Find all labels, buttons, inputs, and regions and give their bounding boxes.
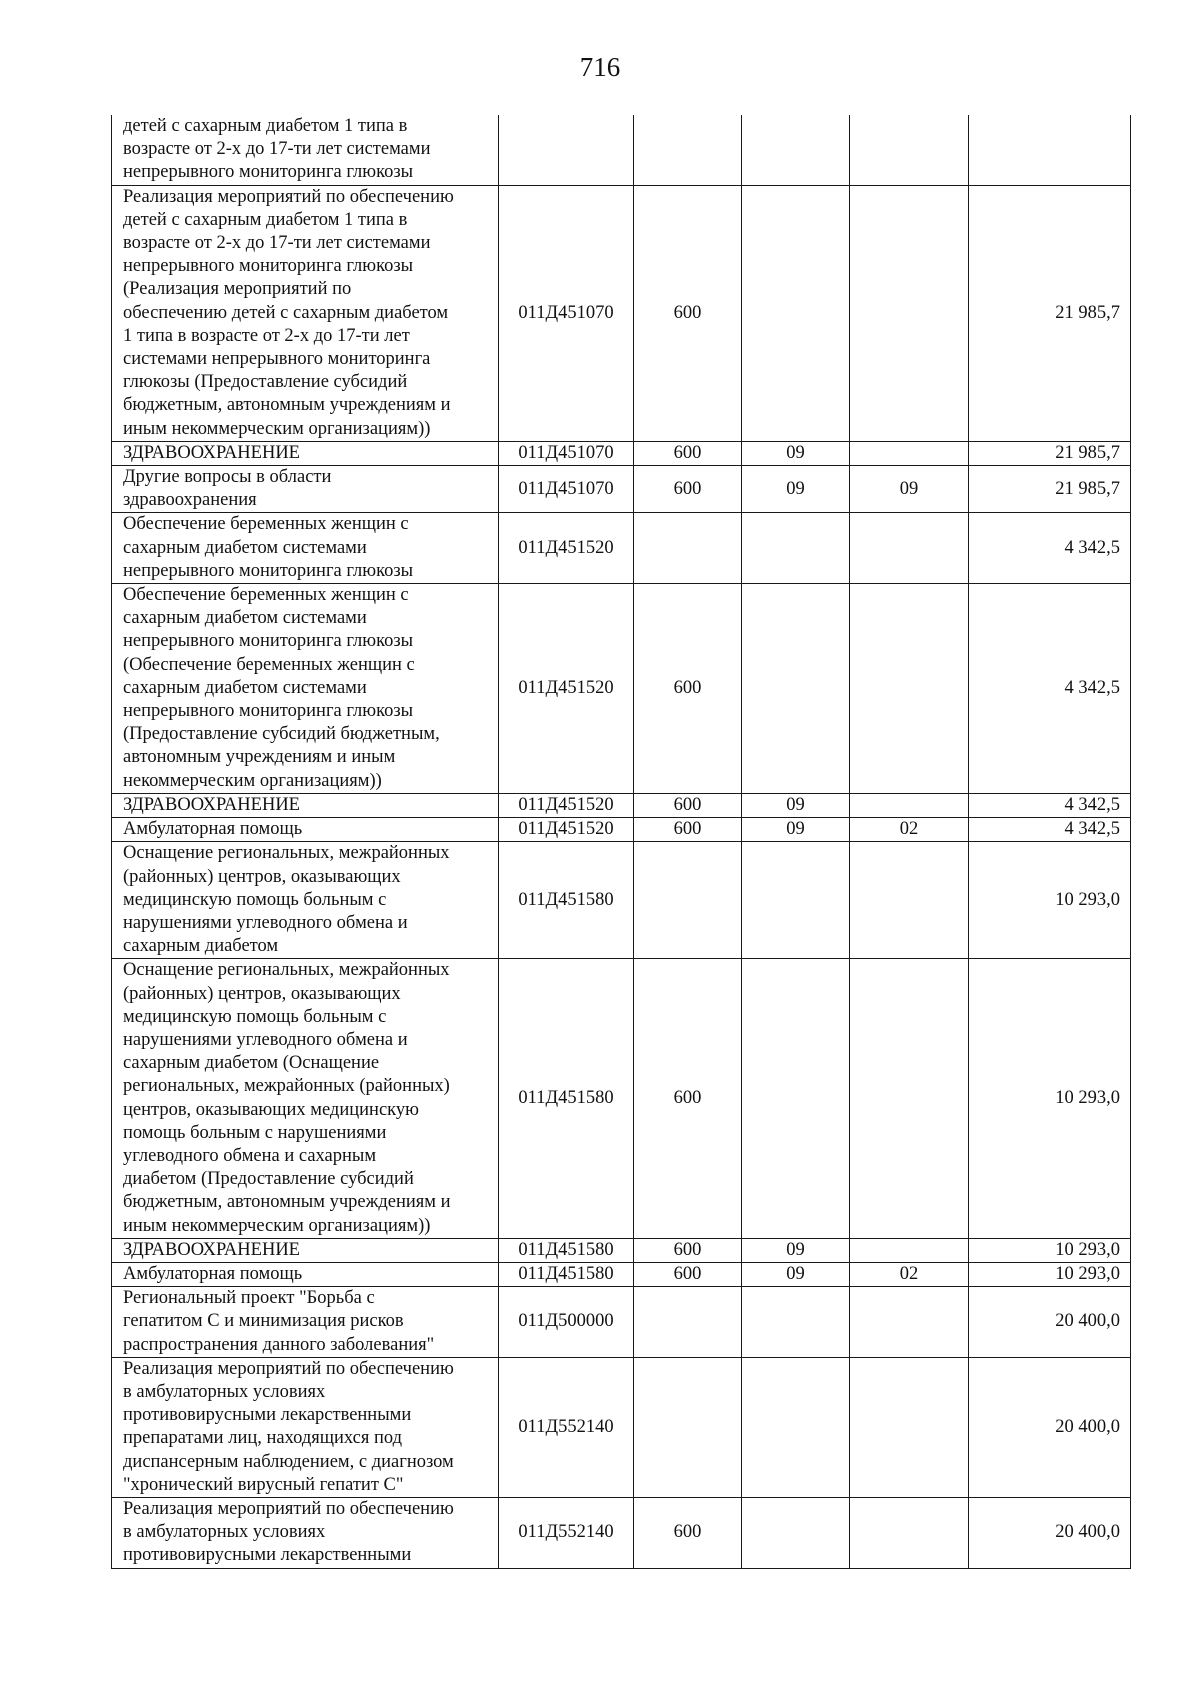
row-subsection bbox=[850, 1238, 969, 1262]
row-amount: 10 293,0 bbox=[969, 1262, 1131, 1286]
row-section bbox=[742, 842, 850, 959]
row-description: Амбулаторная помощь bbox=[112, 1262, 499, 1286]
row-section bbox=[742, 584, 850, 794]
row-target-code: 011Д451070 bbox=[499, 441, 634, 465]
row-subsection bbox=[850, 1497, 969, 1568]
row-target-code: 011Д451580 bbox=[499, 959, 634, 1238]
row-section: 09 bbox=[742, 1238, 850, 1262]
row-subsection bbox=[850, 441, 969, 465]
table-row bbox=[112, 584, 1131, 794]
row-target-code: 011Д451580 bbox=[499, 842, 634, 959]
row-subsection bbox=[850, 513, 969, 584]
row-section bbox=[742, 513, 850, 584]
row-subsection bbox=[850, 115, 969, 185]
row-amount: 20 400,0 bbox=[969, 1287, 1131, 1358]
row-section: 09 bbox=[742, 818, 850, 842]
row-description: Оснащение региональных, межрайонных (районных) центров, оказывающих медицинскую помощь больным с нарушениями углеводного обмена и сахарным диабетом bbox=[112, 842, 499, 959]
table-body bbox=[112, 115, 1131, 1568]
table-row bbox=[112, 793, 1131, 817]
table-row bbox=[112, 466, 1131, 513]
row-subsection bbox=[850, 1287, 969, 1358]
row-section: 09 bbox=[742, 1262, 850, 1286]
row-description: ЗДРАВООХРАНЕНИЕ bbox=[112, 441, 499, 465]
table-row bbox=[112, 842, 1131, 959]
table-row bbox=[112, 818, 1131, 842]
row-expense-type: 600 bbox=[634, 1238, 742, 1262]
row-description: детей с сахарным диабетом 1 типа в возрасте от 2-х до 17-ти лет системами непрерывного мониторинга глюкозы bbox=[112, 115, 499, 185]
row-subsection: 09 bbox=[850, 466, 969, 513]
table-row bbox=[112, 1357, 1131, 1497]
row-target-code: 011Д451070 bbox=[499, 185, 634, 441]
row-amount: 20 400,0 bbox=[969, 1497, 1131, 1568]
row-expense-type bbox=[634, 115, 742, 185]
row-section bbox=[742, 115, 850, 185]
table-row bbox=[112, 1287, 1131, 1358]
row-target-code: 011Д451520 bbox=[499, 818, 634, 842]
row-expense-type bbox=[634, 1287, 742, 1358]
row-expense-type: 600 bbox=[634, 818, 742, 842]
row-target-code: 011Д552140 bbox=[499, 1357, 634, 1497]
row-section bbox=[742, 959, 850, 1238]
row-subsection bbox=[850, 1357, 969, 1497]
row-section: 09 bbox=[742, 441, 850, 465]
table-row bbox=[112, 185, 1131, 441]
row-subsection: 02 bbox=[850, 818, 969, 842]
row-expense-type: 600 bbox=[634, 466, 742, 513]
row-target-code: 011Д451520 bbox=[499, 513, 634, 584]
table-row bbox=[112, 1238, 1131, 1262]
row-target-code: 011Д451520 bbox=[499, 584, 634, 794]
row-subsection bbox=[850, 793, 969, 817]
row-amount: 4 342,5 bbox=[969, 818, 1131, 842]
row-expense-type bbox=[634, 513, 742, 584]
row-subsection bbox=[850, 185, 969, 441]
table-row bbox=[112, 115, 1131, 185]
row-description: ЗДРАВООХРАНЕНИЕ bbox=[112, 1238, 499, 1262]
row-expense-type bbox=[634, 1357, 742, 1497]
row-target-code: 011Д451520 bbox=[499, 793, 634, 817]
row-subsection: 02 bbox=[850, 1262, 969, 1286]
row-description: ЗДРАВООХРАНЕНИЕ bbox=[112, 793, 499, 817]
row-expense-type: 600 bbox=[634, 1262, 742, 1286]
row-expense-type: 600 bbox=[634, 584, 742, 794]
row-description: Региональный проект "Борьба с гепатитом С и минимизация рисков распространения данного заболевания" bbox=[112, 1287, 499, 1358]
row-target-code: 011Д500000 bbox=[499, 1287, 634, 1358]
row-expense-type: 600 bbox=[634, 793, 742, 817]
row-target-code: 011Д451070 bbox=[499, 466, 634, 513]
budget-table bbox=[111, 115, 1131, 1569]
row-section bbox=[742, 1497, 850, 1568]
row-subsection bbox=[850, 842, 969, 959]
row-description: Другие вопросы в области здравоохранения bbox=[112, 466, 499, 513]
row-section bbox=[742, 1357, 850, 1497]
row-expense-type: 600 bbox=[634, 959, 742, 1238]
row-target-code bbox=[499, 115, 634, 185]
row-subsection bbox=[850, 959, 969, 1238]
row-target-code: 011Д451580 bbox=[499, 1262, 634, 1286]
row-amount: 10 293,0 bbox=[969, 1238, 1131, 1262]
row-amount: 21 985,7 bbox=[969, 466, 1131, 513]
row-amount: 4 342,5 bbox=[969, 793, 1131, 817]
page-number: 716 bbox=[579, 52, 621, 82]
row-amount: 10 293,0 bbox=[969, 842, 1131, 959]
row-amount: 21 985,7 bbox=[969, 441, 1131, 465]
row-subsection bbox=[850, 584, 969, 794]
row-expense-type: 600 bbox=[634, 185, 742, 441]
row-description: Амбулаторная помощь bbox=[112, 818, 499, 842]
table-row bbox=[112, 1262, 1131, 1286]
row-description: Обеспечение беременных женщин с сахарным диабетом системами непрерывного мониторинга глюкозы bbox=[112, 513, 499, 584]
row-amount: 4 342,5 bbox=[969, 584, 1131, 794]
row-description: Реализация мероприятий по обеспечению в амбулаторных условиях противовирусными лекарственными препаратами лиц, находящихся под диспансерным наблюдением, с диагнозом "хронический вирусный гепатит С" bbox=[112, 1357, 499, 1497]
table-row bbox=[112, 1497, 1131, 1568]
row-description: Обеспечение беременных женщин с сахарным диабетом системами непрерывного мониторинга глюкозы (Обеспечение беременных женщин с сахарным диабетом системами непрерывного мониторинга глюкозы (Предоставление субсидий бюджетным, автономным учреждениям и иным некоммерческим организациям)) bbox=[112, 584, 499, 794]
row-amount: 4 342,5 bbox=[969, 513, 1131, 584]
row-amount: 20 400,0 bbox=[969, 1357, 1131, 1497]
table-row bbox=[112, 441, 1131, 465]
row-amount: 10 293,0 bbox=[969, 959, 1131, 1238]
row-expense-type: 600 bbox=[634, 441, 742, 465]
row-section: 09 bbox=[742, 466, 850, 513]
row-amount bbox=[969, 115, 1131, 185]
row-target-code: 011Д451580 bbox=[499, 1238, 634, 1262]
row-target-code: 011Д552140 bbox=[499, 1497, 634, 1568]
table-row bbox=[112, 513, 1131, 584]
row-expense-type bbox=[634, 842, 742, 959]
row-description: Реализация мероприятий по обеспечению детей с сахарным диабетом 1 типа в возрасте от 2-х до 17-ти лет системами непрерывного мониторинга глюкозы (Реализация мероприятий по обеспечению детей с сахарным диабетом 1 типа в возрасте от 2-х до 17-ти лет системами непрерывного мониторинга глюкозы (Предоставление субсидий бюджетным, автономным учреждениям и иным некоммерческим организациям)) bbox=[112, 185, 499, 441]
row-section bbox=[742, 1287, 850, 1358]
row-section: 09 bbox=[742, 793, 850, 817]
row-amount: 21 985,7 bbox=[969, 185, 1131, 441]
row-expense-type: 600 bbox=[634, 1497, 742, 1568]
row-description: Реализация мероприятий по обеспечению в амбулаторных условиях противовирусными лекарственными bbox=[112, 1497, 499, 1568]
row-description: Оснащение региональных, межрайонных (районных) центров, оказывающих медицинскую помощь больным с нарушениями углеводного обмена и сахарным диабетом (Оснащение региональных, межрайонных (районных) центров, оказывающих медицинскую помощь больным с нарушениями углеводного обмена и сахарным диабетом (Предоставление субсидий бюджетным, автономным учреждениям и иным некоммерческим организациям)) bbox=[112, 959, 499, 1238]
table-row bbox=[112, 959, 1131, 1238]
row-section bbox=[742, 185, 850, 441]
